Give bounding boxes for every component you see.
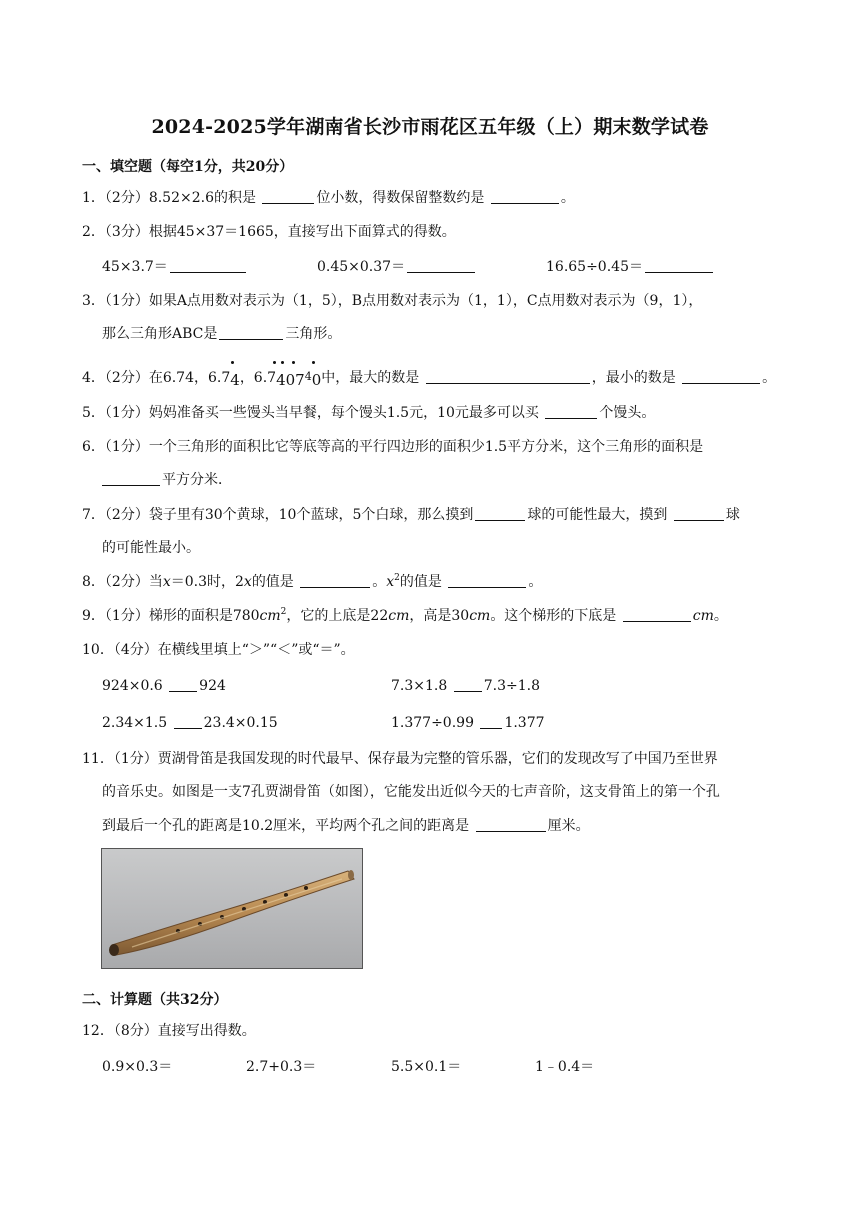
question-12-expr-1: 0.9×0.3＝ bbox=[102, 1059, 173, 1075]
question-12-expr-4: 1﹣0.4＝ bbox=[535, 1059, 595, 1075]
question-2: 2．（3分）根据45×37＝1665，直接写出下面算式的得数。 bbox=[82, 224, 456, 240]
question-10: 10．（4分）在横线里填上“＞”“＜”或“＝”。 bbox=[82, 642, 355, 658]
question-2-expr-1: 45×3.7＝ bbox=[102, 258, 248, 276]
question-3-line-1: 3．（1分）如果A点用数对表示为（1，5），B点用数对表示为（1，1），C点用数对表示为（9，1）， bbox=[82, 293, 703, 309]
question-2-expr-3: 16.65÷0.45＝ bbox=[546, 258, 715, 276]
bone-flute-icon bbox=[102, 849, 363, 969]
answer-blank[interactable] bbox=[407, 258, 475, 273]
repeating-dot bbox=[231, 361, 234, 364]
question-12-expr-2: 2.7+0.3＝ bbox=[246, 1059, 317, 1075]
question-7-line-1: 7．（2分）袋子里有30个黄球，10个蓝球，5个白球，那么摸到 球的可能性最大，摸到 球 bbox=[82, 507, 740, 523]
section-calculation-heading: 二、计算题（共32分） bbox=[82, 992, 228, 1008]
answer-blank[interactable] bbox=[102, 471, 160, 486]
question-11-line-3: 到最后一个孔的距离是10.2厘米，平均两个孔之间的距离是 厘米。 bbox=[102, 818, 590, 834]
question-11-line-2: 的音乐史。如图是一支7孔贾湖骨笛（如图），它能发出近似今天的七声音阶，这支骨笛上的第一个孔 bbox=[102, 784, 720, 800]
answer-blank[interactable] bbox=[476, 817, 546, 832]
answer-blank[interactable] bbox=[262, 189, 314, 204]
question-10-expr-1: 924×0.6 924 bbox=[102, 678, 226, 694]
question-12-expr-3: 5.5×0.1＝ bbox=[391, 1059, 462, 1075]
question-2-expr-2: 0.45×0.37＝ bbox=[317, 258, 477, 276]
answer-blank[interactable] bbox=[426, 369, 590, 384]
bone-flute-image bbox=[101, 848, 363, 969]
question-6-line-2: 平方分米． bbox=[102, 471, 232, 489]
answer-blank[interactable] bbox=[491, 189, 559, 204]
question-4: 4．（2分）在6.74，6.74，6.740740中，最大的数是 ，最小的数是 。 bbox=[82, 370, 777, 389]
question-11-line-1: 11．（1分）贾湖骨笛是我国发现的时代最早、保存最为完整的管乐器，它们的发现改写了中国乃至世界 bbox=[82, 751, 718, 767]
answer-blank[interactable] bbox=[169, 677, 197, 692]
answer-blank[interactable] bbox=[448, 573, 526, 588]
page-title: 2024-2025学年湖南省长沙市雨花区五年级（上）期末数学试卷 bbox=[151, 116, 709, 138]
question-10-expr-2: 7.3×1.8 7.3÷1.8 bbox=[391, 678, 540, 694]
question-10-expr-3: 2.34×1.5 23.4×0.15 bbox=[102, 715, 278, 731]
question-9: 9．（1分）梯形的面积是$780cm^2$，它的上底是22cm，高是30cm。这个梯形的下底是 cm。 bbox=[82, 607, 728, 624]
answer-blank[interactable] bbox=[300, 573, 370, 588]
repeating-dot bbox=[312, 361, 315, 364]
repeating-dot bbox=[281, 361, 284, 364]
answer-blank[interactable] bbox=[475, 506, 525, 521]
question-1: 1．（2分）8.52×2.6的积是 位小数，得数保留整数约是 。 bbox=[82, 190, 575, 206]
question-3-line-2: 那么三角形ABC是 三角形。 bbox=[102, 326, 342, 342]
answer-blank[interactable] bbox=[545, 404, 597, 419]
answer-blank[interactable] bbox=[454, 677, 482, 692]
question-10-expr-4: 1.377÷0.99 1.377 bbox=[391, 715, 545, 731]
answer-blank[interactable] bbox=[674, 506, 724, 521]
question-12: 12．（8分）直接写出得数。 bbox=[82, 1023, 256, 1039]
answer-blank[interactable] bbox=[174, 714, 202, 729]
question-6-line-1: 6．（1分）一个三角形的面积比它等底等高的平行四边形的面积少1.5平方分米，这个三角形的面积是 bbox=[82, 439, 704, 455]
answer-blank[interactable] bbox=[645, 258, 713, 273]
question-8: 8．（2分）当x＝0.3时，2x的值是 。$x^2$的值是 。 bbox=[82, 573, 543, 590]
question-5: 5．（1分）妈妈准备买一些馒头当早餐，每个馒头1.5元，10元最多可以买 个馒头。 bbox=[82, 405, 656, 421]
repeating-dot bbox=[273, 361, 276, 364]
answer-blank[interactable] bbox=[480, 714, 502, 729]
section-fill-in-heading: 一、填空题（每空1分，共20分） bbox=[82, 159, 294, 175]
answer-blank[interactable] bbox=[170, 258, 246, 273]
question-7-line-2: 的可能性最小。 bbox=[102, 540, 200, 556]
answer-blank[interactable] bbox=[623, 607, 691, 622]
answer-blank[interactable] bbox=[219, 325, 283, 340]
answer-blank[interactable] bbox=[682, 369, 760, 384]
repeating-dot bbox=[292, 361, 295, 364]
